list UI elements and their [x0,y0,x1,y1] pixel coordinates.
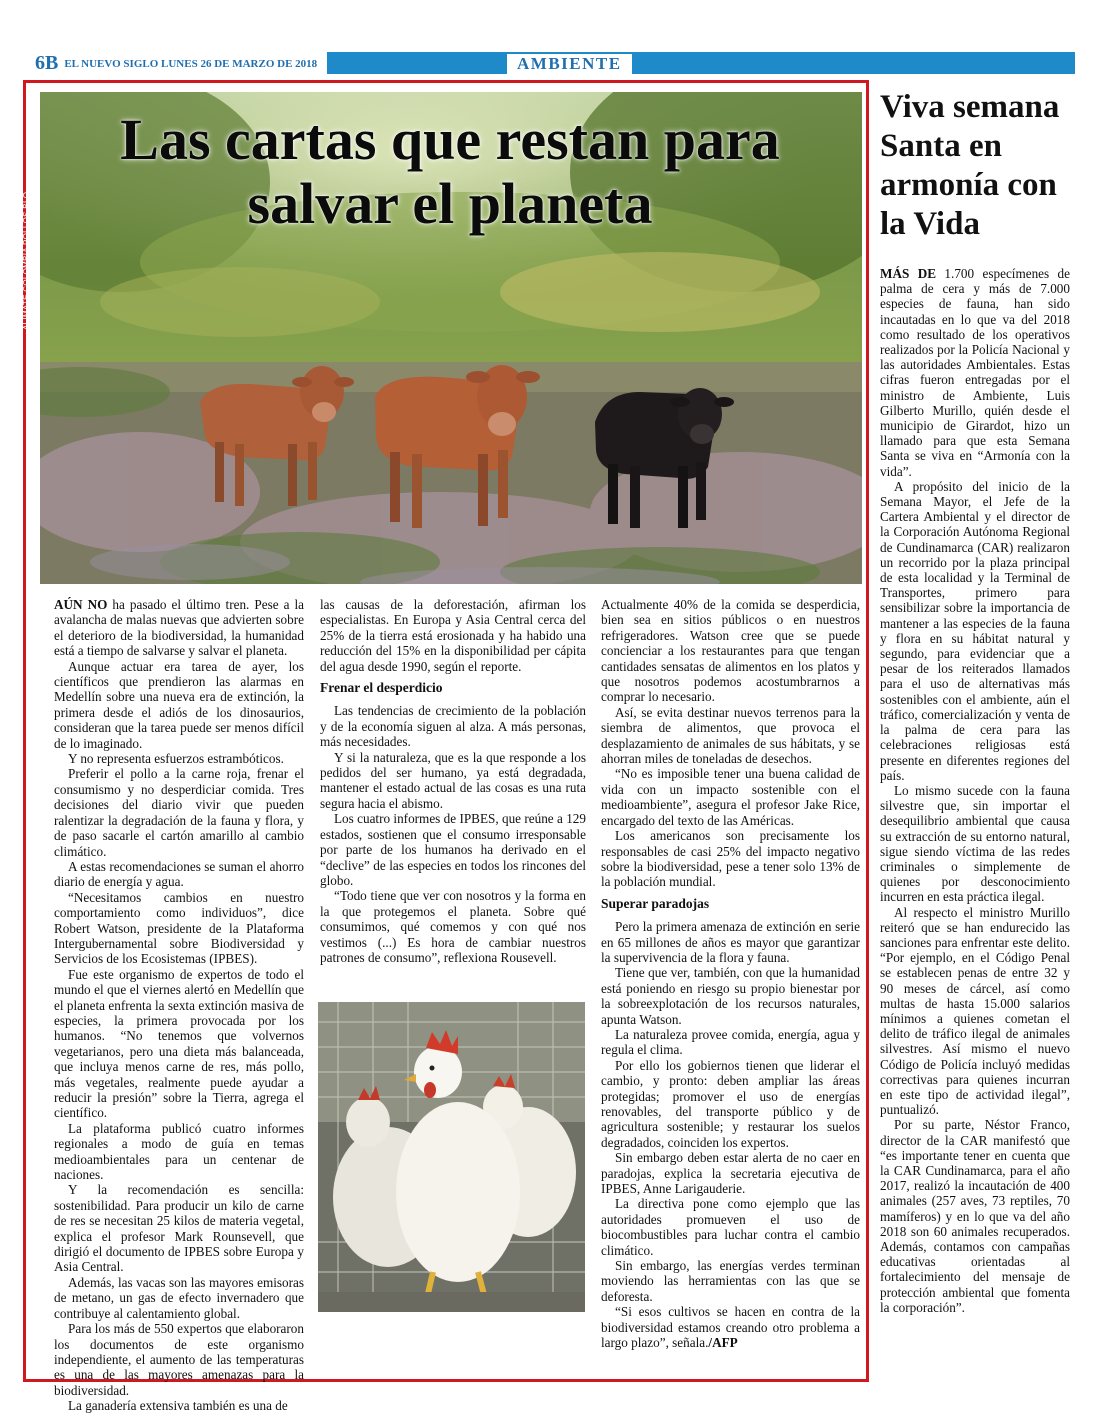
section-header-bar [35,52,1075,74]
paragraph: Así, se evita destinar nuevos terrenos para la siembra de alimentos, que provoca el desplazamiento de animales de sus hábitats, y se ahorran miles de toneladas de desechos. [601,704,860,767]
signature: /AFP [708,1335,738,1351]
kicker: MÁS DE [880,266,937,281]
paragraph: Por su parte, Néstor Franco, director de la CAR manifestó que “es importante tener en cuenta que la CAR Cundinamarca, para el año 2017, realizó la incautación de 400 animales (257 aves, 73 reptiles, 70 mamíferos) y en lo que va del año 2018 son 60 animales recuperados. Además, contamos con campañas educativas orientadas al fortalecimiento del mensaje de protección ambiental que fomenta la corporación”. [880,1117,1070,1315]
paragraph: Además, las vacas son las mayores emisoras de metano, un gas de efecto invernadero que contribuye al calentamiento global. [54,1274,304,1321]
paragraph: La directiva pone como ejemplo que las autoridades promueven el uso de biocombustibles para luchar contra el cambio climático. [601,1196,860,1258]
chicken-photo [318,1002,585,1312]
article-column-2 [320,597,586,965]
paragraph: A estas recomendaciones se suman el ahorro diario de energía y agua. [54,858,304,890]
paragraph: Actualmente 40% de la comida se desperdicia, bien sea en sitios públicos o en nuestros refrigeradores. Watson cree que se puede concienciar a los restaurantes para que tengan cantidades sensatas de alimentos en los platos y que nosotros podemos acostumbrarnos a comprar lo necesario. [601,597,860,705]
article-column-3 [601,597,860,1351]
subhead: Superar paradojas [601,895,710,911]
paragraph: “Si esos cultivos se hacen en contra de la biodiversidad estamos creando otro problema a largo plazo”, señala./AFP [601,1304,860,1351]
paragraph: La plataforma publicó cuatro informes regionales a modo de guía en temas medioambientales para un centenar de naciones. [54,1120,304,1183]
paragraph: “Todo tiene que ver con nosotros y la forma en la que protegemos el planeta. Sobre qué consumimos, qué comemos y con qué nos vestimos (...) Es hora de cambiar nuestros patrones de consumo”, reflexiona Rousevell. [320,888,586,965]
sidebar-headline: Viva semana Santa en armonía con la Vida [880,89,1060,242]
paragraph: Sin embargo deben estar alerta de no caer en paradojas, explica la secretaria ejecutiva de IPBES, Anne Larigauderie. [601,1150,860,1197]
paragraph: Los americanos son precisamente los responsables de casi 25% del impacto negativo sobre la biodiversidad, pese a tener solo 13% de la población mundial. [601,828,860,890]
paragraph: Por ello los gobiernos tienen que liderar el cambio, y pronto: deben ampliar las áreas protegidas; promover el uso de energías renovables, del transporte público y de agricultura sostenible; y restaurar los suelos degradados, coinciden los expertos. [601,1057,860,1150]
paragraph: La naturaleza provee comida, energía, agua y regula el clima. [601,1026,860,1058]
paragraph: Al respecto el ministro Murillo reiteró que se han endurecido las sanciones para enfrentar este delito. “Por ejemplo, en el Código Penal se establecen penas de entre 32 y 90 meses de cárcel, así como multas de hasta 15.000 salarios mínimos a quienes cometan el delito de tráfico ilegal de animales silvestres. Así mismo el nuevo Código de Policía incluyó medidas correctivas para quienes incurran en este tipo de actividad ilegal”, puntualizó. [880,904,1070,1118]
paragraph: “Necesitamos cambios en nuestro comportamiento como individuos”, dice Robert Watson, presidente de la Plataforma Intergubernamental sobre Biodiversidad y Servicios de los Ecosistemas (IPBES). [54,889,304,967]
paragraph: MÁS DE 1.700 especímenes de palma de cera y más de 7.000 especies de fauna, han sido incautadas en lo que va del 2018 como resultado de los operativos realizados por la Policía Nacional y las autoridades Ambientales. Estas cifras fueron entregadas por el ministro de Ambiente, Luis Gilberto Murillo, quién desde el municipio de Girardot, hizo un llamado para que esta Semana Santa se viva en “Armonía con la vida”. [880,266,1070,479]
page-number: 6B [35,52,59,74]
subhead: Frenar el desperdicio [320,680,443,696]
paragraph: Tiene que ver, también, con que la humanidad está poniendo en riesgo su propio bienestar por la sobreexplotación de los recursos naturales, apunta Watson. [601,965,860,1027]
paragraph: Lo mismo sucede con la fauna silvestre que, sin importar el desequilibrio ambiental que causa su extracción de su entorno natural, sigue siendo víctima de las redes criminales o simplemente de quienes por desconocimiento incurren en esta práctica ilegal. [880,782,1070,905]
paragraph: Aunque actuar era tarea de ayer, los científicos que prendieron las alarmas en Medellín sobre una nueva era de extinción, la primera desde el adiós de los dinosaurios, consideran que la tarea puede ser menos difícil de lo imaginado. [54,658,304,751]
sidebar-article [880,266,1070,1315]
main-headline: Las cartas que restan para salvar el planeta [120,107,780,236]
paragraph: “No es imposible tener una buena calidad de vida con un impacto sostenible con el medioambiente”, asegura el profesor Jake Rice, encargado del texto de las Américas. [601,766,860,828]
paragraph: Fue este organismo de expertos de todo el mundo el que el viernes alertó en Medellín que el planeta enfrenta la sexta extinción masiva de especies, la primera provocada por los humanos. “No tenemos que volvernos vegetarianos, pero una dieta más balanceada, que incluya menos carne de res, más pollo, más vegetales, realmente puede ayudar a reducir la presión” sobre la Tierra, agrega el científico. [54,966,304,1121]
kicker: AÚN NO [54,597,108,612]
paragraph: Sin embargo, las energías verdes terminan moviendo las herramientas con las que se deforesta. [601,1258,860,1304]
paragraph: las causas de la deforestación, afirman los especialistas. En Europa y Asia Central cerca del 25% de la tierra está erosionada y ha habido una reducción del 15% en la disponibilidad per cápita del agua desde 1990, según el reporte. [320,597,586,674]
paragraph: Y no representa esfuerzos estrambóticos. [68,751,284,767]
paragraph: Pero la primera amenaza de extinción en serie en 65 millones de años es mayor que garantizar la supervivencia de la flora y fauna. [601,919,860,965]
publication-date-line: EL NUEVO SIGLO LUNES 26 DE MARZO DE 2018 [64,58,318,70]
header-info [35,52,327,74]
paragraph: Las tendencias de crecimiento de la población y de la economía siguen al alza. A más personas, más necesidades. [320,703,586,750]
paragraph: La ganadería extensiva también es una de [68,1398,288,1414]
article-column-1 [54,597,304,1414]
paragraph: Y la recomendación es sencilla: sostenibilidad. Para producir un kilo de carne de res se necesitan 25 kilos de materia vegetal, explica el profesor Mark Rounsevell, que dirigió el documento de IPBES sobre Europa y Asia Central. [54,1182,304,1275]
paragraph: Y si la naturaleza, que es la que responde a los pedidos del ser humano, ya está degradada, mantener el estado actual de las cosas es una ruta segura hacia el abismo. [320,749,586,811]
paragraph: A propósito del inicio de la Semana Mayor, el Jefe de la Cartera Ambiental y el director de la Corporación Autónoma Regional de Cundinamarca (CAR) realizaron un recorrido por la plaza principal de esta localidad y la Terminal de Transportes, primero para sensibilizar sobre la importancia de mantener a las especies de la fauna y flora en su hábitat natural y segundo, para evidenciar que a pesar de los reiterados llamados para el uso de alternativas más sostenibles con el ambiente, aún el tráfico, comercialización y venta de la palma de cera para las celebraciones religiosas está presente en diferentes regiones del país. [880,478,1070,783]
paragraph: Los cuatro informes de IPBES, que reúne a 129 estados, sostienen que el consumo irresponsable por parte de los humanos ha derivado en el “declive” de las especies en todos los rincones del globo. [320,811,586,888]
paragraph: Para los más de 550 expertos que elaboraron los documentos de este organismo independiente, el aumento de las temperaturas es una de las mayores amenazas para la biodiversidad. [54,1321,304,1398]
section-name: AMBIENTE [507,54,632,74]
lead-paragraph: AÚN NO ha pasado el último tren. Pese a la avalancha de malas nuevas que advierten sobre el deterioro de la biodiversidad, la humanidad está a tiempo de salvarse y salvar el planeta. [54,597,304,659]
photo-credit: ALIMATE COLOMBIA POLLOS BLO [22,191,31,330]
paragraph: Preferir el pollo a la carne roja, frenar el consumismo y no desperdiciar comida. Tres decisiones del diario vivir que pueden ralentizar la degradación de la fauna y flora, y de paso sacarle el cartón amarillo al cambio climático. [54,766,304,859]
